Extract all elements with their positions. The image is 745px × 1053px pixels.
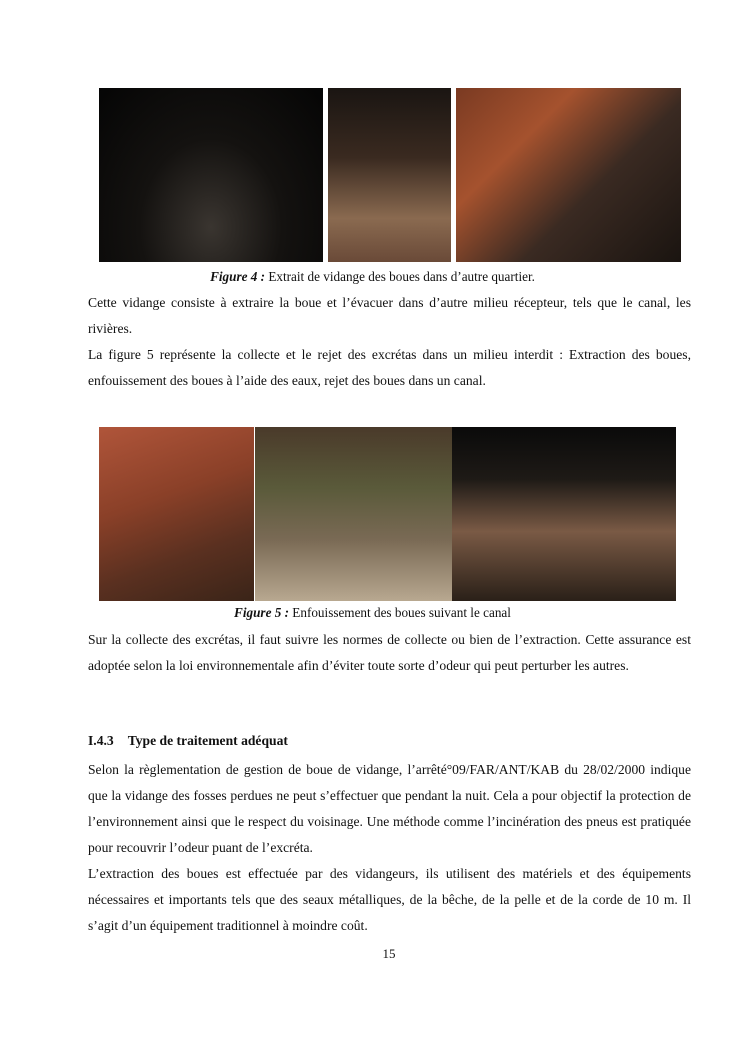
figure4-photo-1 <box>99 88 323 262</box>
figure4-caption-text: Extrait de vidange des boues dans d’autre quartier. <box>265 269 535 284</box>
figure5-photo-2 <box>255 427 452 601</box>
figure4-label: Figure 4 : <box>210 269 266 284</box>
page-number: 15 <box>382 946 396 961</box>
paragraph: Sur la collecte des excrétas, il faut suivre les normes de collecte ou bien de l’extraction. Cette assurance est adoptée selon la loi environnementale afin d’éviter toute sorte d’odeur qui peut perturber les autres. <box>88 632 691 673</box>
figure4-caption <box>0 269 745 285</box>
figure5-caption <box>0 605 745 621</box>
paragraph: L’extraction des boues est effectuée par des vidangeurs, ils utilisent des matériels et des équipements nécessaires et importants tels que des seaux métalliques, de la bêche, de la pelle et de la corde de 10 m. Il s’agit d’un équipement traditionnel à moindre coût. <box>88 866 691 933</box>
figure5-label: Figure 5 : <box>234 605 289 620</box>
figure5-photo-1 <box>99 427 254 601</box>
figure4-photo-2 <box>328 88 451 262</box>
section-heading <box>88 733 288 749</box>
paragraph: Selon la règlementation de gestion de boue de vidange, l’arrêté°09/FAR/ANT/KAB du 28/02/2000 indique que la vidange des fosses perdues ne peut s’effectuer que pendant la nuit. Cela a pour objectif la protection de l’environnement ainsi que le respect du voisinage. Une méthode comme l’incinération des pneus est pratiquée pour recouvrir l’odeur puant de l’excréta. <box>88 762 691 855</box>
paragraph: Cette vidange consiste à extraire la boue et l’évacuer dans d’autre milieu récepteur, tels que le canal, les rivières. <box>88 295 691 336</box>
figure5-caption-text: Enfouissement des boues suivant le canal <box>289 605 511 620</box>
figure5-photo-3 <box>452 427 676 601</box>
figure4-photo-3 <box>456 88 681 262</box>
section-title: Type de traitement adéquat <box>127 733 288 748</box>
section-number: I.4.3 <box>88 733 114 748</box>
paragraph: La figure 5 représente la collecte et le rejet des excrétas dans un milieu interdit : Extraction des boues, enfouissement des boues à l’aide des eaux, rejet des boues dans un canal. <box>88 347 691 388</box>
